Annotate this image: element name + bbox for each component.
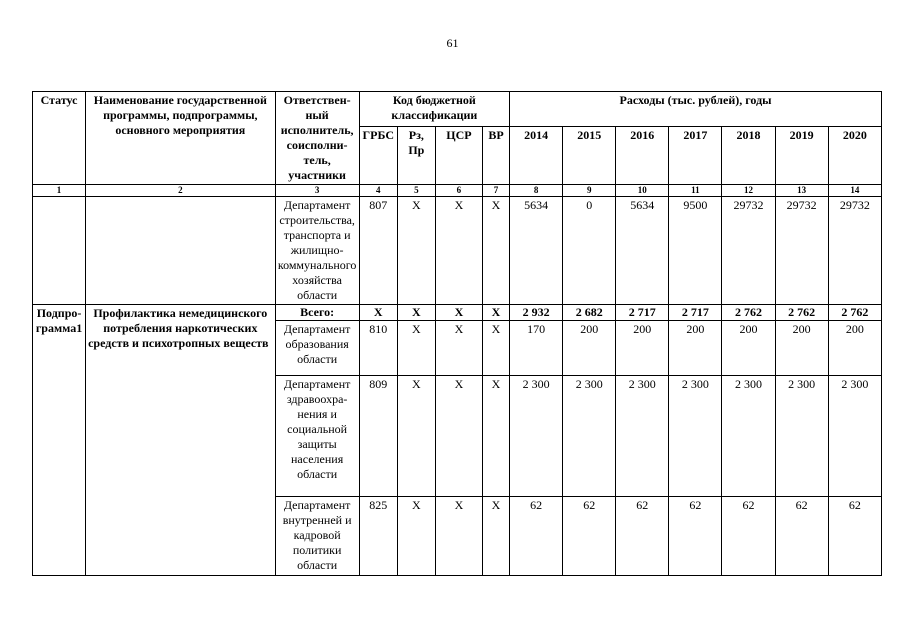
grbs-cell: 809 — [359, 376, 397, 497]
value-cell: 5634 — [510, 197, 563, 305]
value-cell: 0 — [563, 197, 616, 305]
grbs-cell: Х — [359, 305, 397, 321]
vr-cell: Х — [482, 376, 509, 497]
value-cell: 2 300 — [616, 376, 669, 497]
value-cell: 200 — [563, 321, 616, 376]
value-cell: 2 682 — [563, 305, 616, 321]
value-cell: 200 — [616, 321, 669, 376]
column-number: 13 — [775, 185, 828, 197]
value-cell: 2 762 — [828, 305, 881, 321]
header-year-2020: 2020 — [828, 127, 881, 185]
responsible-cell: Департамент внутренней и кадровой политики области — [275, 497, 359, 576]
value-cell: 62 — [563, 497, 616, 576]
responsible-cell: Всего: — [275, 305, 359, 321]
header-code-rzpr: Рз, Пр — [397, 127, 435, 185]
column-number: 14 — [828, 185, 881, 197]
vr-cell: Х — [482, 197, 509, 305]
status-cell — [33, 197, 86, 305]
value-cell: 2 300 — [828, 376, 881, 497]
responsible-cell: Департамент здравоохра-нения и социальной защиты населения области — [275, 376, 359, 497]
header-code-grbs: ГРБС — [359, 127, 397, 185]
column-number: 7 — [482, 185, 509, 197]
rzpr-cell: Х — [397, 197, 435, 305]
csr-cell: Х — [435, 305, 482, 321]
vr-cell: Х — [482, 305, 509, 321]
header-year-2016: 2016 — [616, 127, 669, 185]
header-row — [33, 92, 882, 127]
grbs-cell: 825 — [359, 497, 397, 576]
column-number: 6 — [435, 185, 482, 197]
value-cell: 29732 — [775, 197, 828, 305]
value-cell: 2 932 — [510, 305, 563, 321]
rzpr-cell: Х — [397, 321, 435, 376]
value-cell: 62 — [510, 497, 563, 576]
column-number: 4 — [359, 185, 397, 197]
value-cell: 9500 — [669, 197, 722, 305]
value-cell: 2 717 — [616, 305, 669, 321]
budget-table — [32, 91, 882, 576]
vr-cell: Х — [482, 321, 509, 376]
value-cell: 62 — [828, 497, 881, 576]
column-number: 8 — [510, 185, 563, 197]
value-cell: 5634 — [616, 197, 669, 305]
value-cell: 200 — [828, 321, 881, 376]
table-row — [33, 197, 882, 305]
header-budget-code: Код бюджетной классификации — [359, 92, 509, 127]
value-cell: 62 — [775, 497, 828, 576]
value-cell: 29732 — [722, 197, 775, 305]
column-number-row — [33, 185, 882, 197]
column-number: 3 — [275, 185, 359, 197]
name-cell — [86, 197, 275, 305]
column-number: 9 — [563, 185, 616, 197]
header-status: Статус — [33, 92, 86, 185]
csr-cell: Х — [435, 197, 482, 305]
column-number: 5 — [397, 185, 435, 197]
header-code-csr: ЦСР — [435, 127, 482, 185]
header-year-2018: 2018 — [722, 127, 775, 185]
value-cell: 2 300 — [775, 376, 828, 497]
value-cell: 200 — [669, 321, 722, 376]
csr-cell: Х — [435, 376, 482, 497]
rzpr-cell: Х — [397, 497, 435, 576]
header-year-2014: 2014 — [510, 127, 563, 185]
column-number: 11 — [669, 185, 722, 197]
value-cell: 29732 — [828, 197, 881, 305]
header-responsible: Ответствен-ный исполнитель, соисполни-тель, участники — [275, 92, 359, 185]
csr-cell: Х — [435, 321, 482, 376]
column-number: 1 — [33, 185, 86, 197]
value-cell: 2 762 — [775, 305, 828, 321]
column-number: 2 — [86, 185, 275, 197]
value-cell: 2 762 — [722, 305, 775, 321]
vr-cell: Х — [482, 497, 509, 576]
header-name: Наименование государственной программы, подпрограммы, основного мероприятия — [86, 92, 275, 185]
column-number: 12 — [722, 185, 775, 197]
value-cell: 2 300 — [510, 376, 563, 497]
responsible-cell: Департамент образования области — [275, 321, 359, 376]
value-cell: 200 — [775, 321, 828, 376]
value-cell: 62 — [616, 497, 669, 576]
table-row-total — [33, 305, 882, 321]
name-cell: Профилактика немедицинского потребления наркотических средств и психотропных веществ — [86, 305, 275, 576]
header-expenses: Расходы (тыс. рублей), годы — [510, 92, 882, 127]
rzpr-cell: Х — [397, 376, 435, 497]
csr-cell: Х — [435, 497, 482, 576]
page-number: 61 — [446, 36, 459, 50]
status-cell: Подпро-грамма1 — [33, 305, 86, 576]
value-cell: 2 300 — [563, 376, 616, 497]
grbs-cell: 810 — [359, 321, 397, 376]
value-cell: 2 300 — [722, 376, 775, 497]
value-cell: 2 300 — [669, 376, 722, 497]
header-code-vr: ВР — [482, 127, 509, 185]
responsible-cell: Департамент строительства, транспорта и жилищно-коммунального хозяйства области — [275, 197, 359, 305]
header-year-2017: 2017 — [669, 127, 722, 185]
column-number: 10 — [616, 185, 669, 197]
rzpr-cell: Х — [397, 305, 435, 321]
value-cell: 170 — [510, 321, 563, 376]
value-cell: 2 717 — [669, 305, 722, 321]
header-year-2019: 2019 — [775, 127, 828, 185]
value-cell: 200 — [722, 321, 775, 376]
value-cell: 62 — [669, 497, 722, 576]
value-cell: 62 — [722, 497, 775, 576]
grbs-cell: 807 — [359, 197, 397, 305]
header-year-2015: 2015 — [563, 127, 616, 185]
